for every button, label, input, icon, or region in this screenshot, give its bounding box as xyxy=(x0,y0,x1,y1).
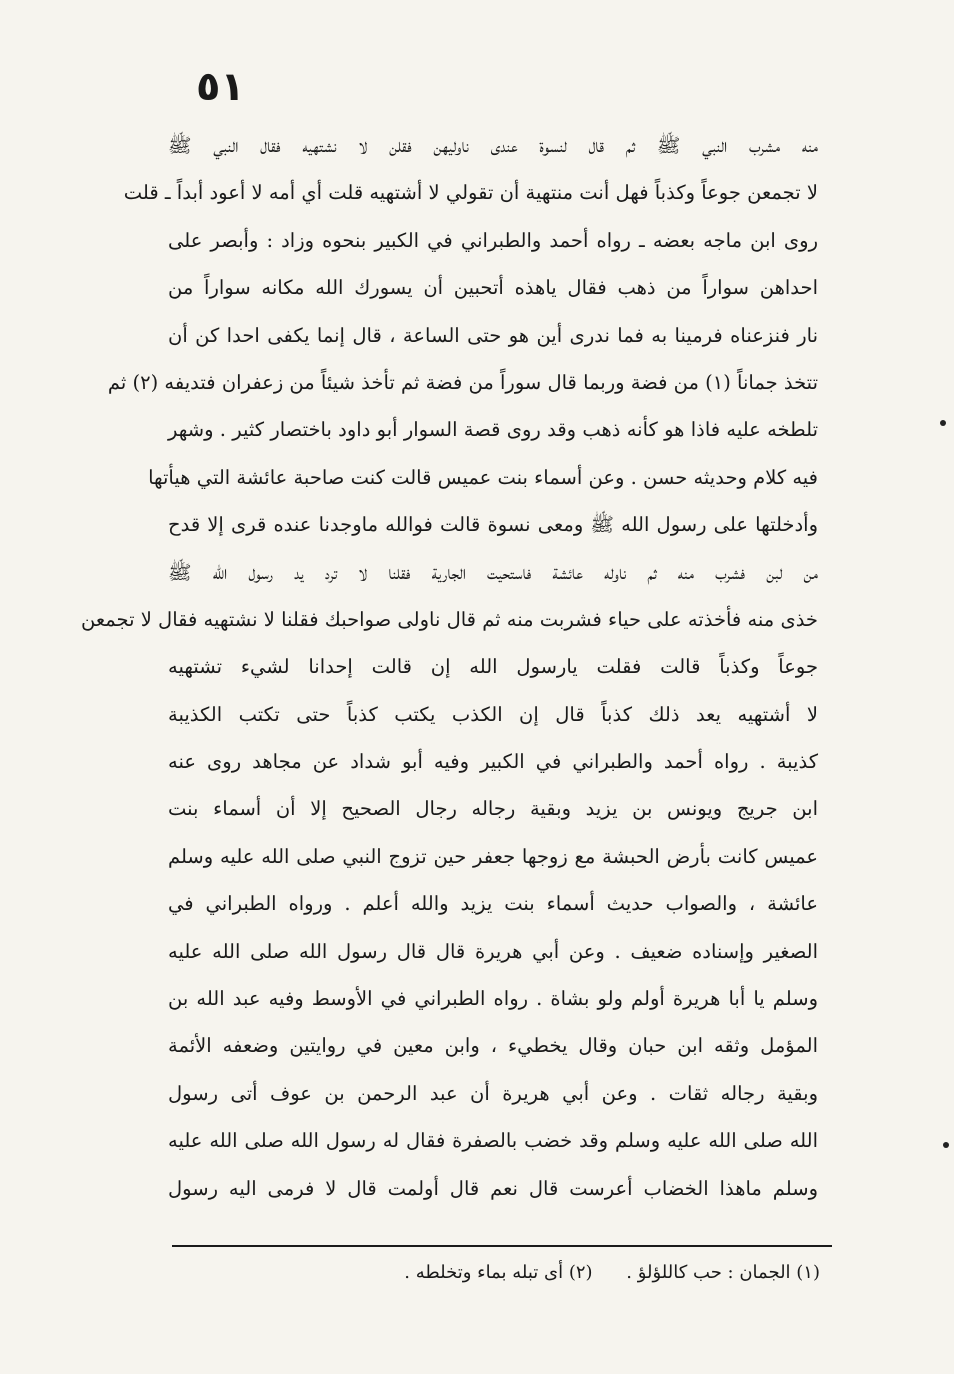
text-line: الله صلى الله عليه وسلم وقد خضب بالصفرة فقال له رسول الله صلى الله عليه xyxy=(168,1129,818,1153)
margin-speck xyxy=(940,420,946,426)
text-line: فيه كلام وحديثه حسن . وعن أسماء بنت عميس قالت كنت صاحبة عائشة التي هيأتها xyxy=(148,465,818,489)
margin-speck xyxy=(943,1142,949,1148)
text-line: وسلم يا أبا هريرة أولم ولو بشاة . رواه الطبراني في الأوسط وفيه عبد الله بن xyxy=(168,987,818,1011)
text-line: روى ابن ماجه بعضه ـ رواه أحمد والطبراني في الكبير بنحوه وزاد : وأبصر على xyxy=(168,228,818,252)
text-line: لا تجمعن جوعاً وكذباً فهل أنت منتهية أن تقولي لا أشتهيه قلت أي أمه لا أعود أبداً ـ قلت xyxy=(123,181,818,205)
footnote-2: (٢) أى تبله بماء وتخلطه . xyxy=(404,1262,593,1283)
footnote-1: (١) الجمان : حب كاللؤلؤ . xyxy=(626,1262,820,1283)
text-line: كذيبة . رواه أحمد والطبراني في الكبير وفيه أبو شداد عن مجاهد روى عنه xyxy=(168,750,818,774)
text-line: وسلم ماهذا الخضاب أعرست قال نعم قال أولمت قال لا فرمى اليه رسول xyxy=(168,1176,818,1200)
text-line: عميس كانت بأرض الحبشة مع زوجها جعفر حين تزوج النبي صلى الله عليه وسلم xyxy=(168,844,818,868)
text-line: احداهن سواراً من ذهب فقال ياهذه أتحبين أن يسورك الله مكانه سواراً من xyxy=(168,276,818,300)
text-line: وأدخلتها على رسول الله ﷺ ومعى نسوة قالت فوالله ماوجدنا عنده قرى إلا قدح xyxy=(168,513,818,537)
text-line: جوعاً وكذباً قالت فقلت يارسول الله إن قالت إحدانا لشيء تشتهيه xyxy=(168,655,818,679)
text-line: منه مشرب النبي ﷺ ثم قال لنسوة عندى ناوليهن فقلن لا نشتهيه فقال النبي ﷺ xyxy=(168,134,818,157)
text-line: من لبن فشرب منه ثم ناوله عائشة فاستحيت الجارية فقلنا لا ترد يد رسول الله ﷺ xyxy=(168,560,818,584)
text-line: وبقية رجاله ثقات . وعن أبي هريرة أن عبد الرحمن بن عوف أتى رسول xyxy=(168,1081,818,1105)
page-number: ٥١ xyxy=(196,64,245,110)
text-line: المؤمل وثقه ابن حبان وقال يخطيء ، وابن معين في روايتين وضعفه الأئمة xyxy=(168,1034,818,1058)
main-text-block xyxy=(81,122,818,1212)
footnotes xyxy=(360,1254,820,1292)
text-line: تلطخه عليه فاذا هو كأنه ذهب وقد روى قصة السوار أبو داود باختصار كثير . وشهر xyxy=(168,418,818,442)
text-line: عائشة ، والصواب حديث أسماء بنت يزيد والله أعلم . ورواه الطبراني في xyxy=(168,892,818,916)
text-line: ابن جريج ويونس بن يزيد وبقية رجاله رجال الصحيح إلا أن أسماء بنت xyxy=(168,797,818,821)
text-line: تتخذ جماناً (١) من فضة وربما قال سوراً من فضة ثم تأخذ شيئاً من زعفران فتديفه (٢) ثم xyxy=(107,370,818,394)
footnote-divider xyxy=(172,1245,832,1247)
text-line: خذى منه فأخذته على حياء فشربت منه ثم قال ناولى صواحبك فقلنا لا نشتهيه فقال لا تجمعن xyxy=(81,607,818,631)
text-line: الصغير وإسناده ضعيف . وعن أبي هريرة قال قال رسول الله صلى الله عليه xyxy=(168,939,818,963)
text-line: لا أشتهيه يعد ذلك كذباً قال إن الكذب يكتب كذباً حتى تكتب الكذيبة xyxy=(168,702,818,726)
text-line: نار فنزعناه فرمينا به فما ندرى أين هو حتى الساعة ، قال إنما يكفى احدا كن أن xyxy=(168,323,818,347)
